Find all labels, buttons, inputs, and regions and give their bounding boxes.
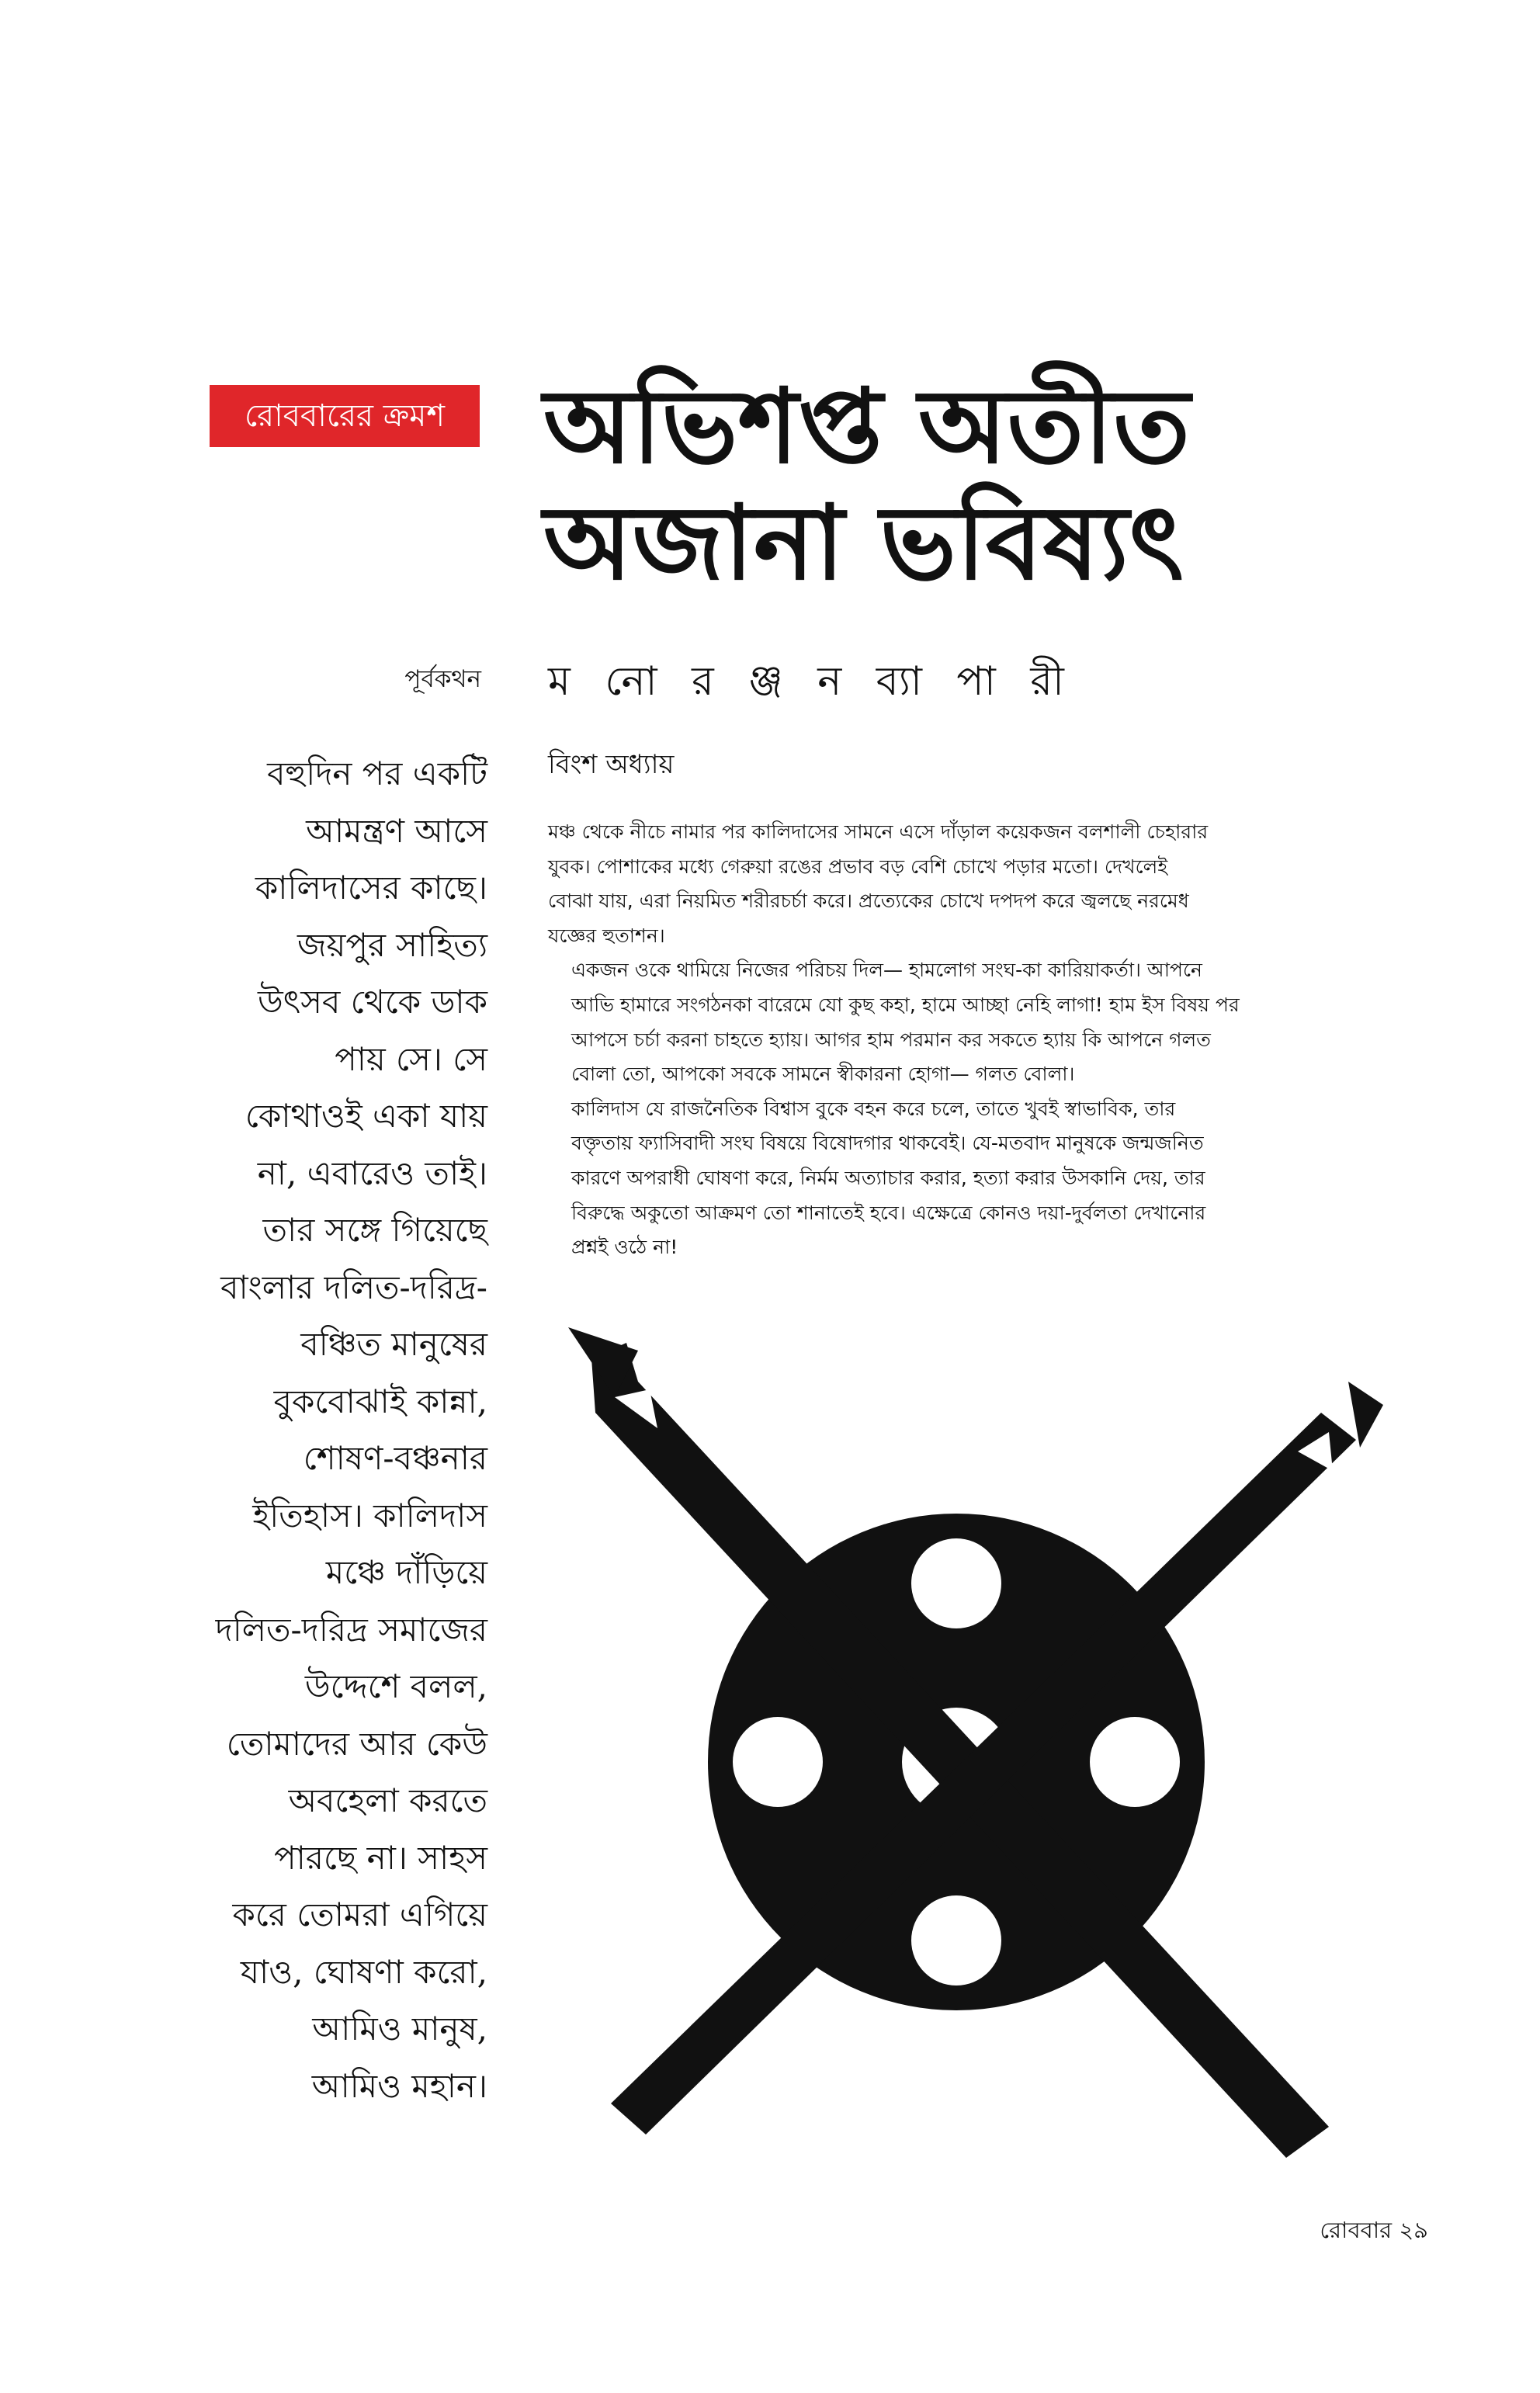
- body-line: আভি হামারে সংগঠনকা বারেমে যো কুছ কহা, হামে আচ্ছা নেহি লাগা! হাম ইস বিষয় পর: [571, 993, 1240, 1016]
- body-line: আপসে চর্চা করনা চাহতে হ্যায়। আগর হাম পরমান কর সকতে হ্যায় কি আপনে গলত: [571, 1028, 1211, 1051]
- pullquote-line: অবহেলা করতে: [288, 1781, 487, 1819]
- article-title: [543, 369, 1459, 602]
- pullquote-line: না, এবারেও তাই।: [257, 1153, 487, 1192]
- pullquote-line: করে তোমরা এগিয়ে: [232, 1895, 487, 1933]
- pullquote-line: উদ্দেশে বলল,: [304, 1667, 487, 1705]
- body-line: প্রশ্নই ওঠে না!: [571, 1236, 678, 1259]
- body-paragraph: [548, 953, 1410, 1091]
- pullquote-line: বুকবোঝাই কান্না,: [273, 1382, 487, 1420]
- pull-quote: [124, 745, 487, 2114]
- body-line: যজ্ঞের হুতাশন।: [548, 924, 665, 947]
- pullquote-line: যাও, ঘোষণা করো,: [240, 1952, 487, 1991]
- series-badge: রোববারের ক্রমশ: [210, 385, 480, 447]
- page-folio: রোববার ২৯: [1320, 2217, 1428, 2243]
- body-line: কালিদাস যে রাজনৈতিক বিশ্বাস বুকে বহন করে চলে, তাতে খুবই স্বাভাবিক, তার: [571, 1097, 1176, 1120]
- pullquote-line: উৎসব থেকে ডাক: [258, 983, 487, 1021]
- body-line: বিরুদ্ধে অকুতো আক্রমণ তো শানাতেই হবে। এক্ষেত্রে কোনও দয়া-দুর্বলতা দেখানোর: [571, 1201, 1206, 1224]
- title-line-2: অজানা ভবিষ্যৎ: [543, 484, 1184, 603]
- pullquote-line: পায় সে। সে: [335, 1039, 487, 1078]
- pullquote-line: কালিদাসের কাছে।: [255, 869, 487, 907]
- body-line: বোলা তো, আপকো সবকে সামনে স্বীকারনা হোগা— গলত বোলা।: [571, 1063, 1075, 1086]
- preface-label: পূর্বকথন: [404, 665, 481, 693]
- pullquote-line: বহুদিন পর একটি: [267, 754, 487, 792]
- pullquote-line: জয়পুর সাহিত্য: [297, 925, 487, 964]
- body-line: মঞ্চ থেকে নীচে নামার পর কালিদাসের সামনে এসে দাঁড়াল কয়েকজন বলশালী চেহারার: [548, 820, 1209, 843]
- body-paragraph: [548, 815, 1410, 953]
- body-line: বক্তৃতায় ফ্যাসিবাদী সংঘ বিষয়ে বিষোদগার থাকবেই। যে-মতবাদ মানুষকে জন্মজনিত: [571, 1132, 1204, 1155]
- pullquote-line: মঞ্চে দাঁড়িয়ে: [325, 1553, 487, 1591]
- pullquote-line: শোষণ-বঞ্চনার: [303, 1439, 487, 1477]
- pullquote-line: আমিও মানুষ,: [312, 2010, 487, 2048]
- pullquote-line: তোমাদের আর কেউ: [226, 1724, 487, 1763]
- pullquote-line: কোথাওই একা যায়: [245, 1097, 487, 1135]
- body-line: বোঝা যায়, এরা নিয়মিত শরীরচর্চা করে। প্রত্যেকের চোখে দপদপ করে জ্বলছে নরমেধ: [548, 890, 1189, 913]
- chapter-heading: বিংশ অধ্যায়: [548, 749, 675, 780]
- body-line: একজন ওকে থামিয়ে নিজের পরিচয় দিল— হামলোগ সংঘ-কা কারিয়াকর্তা। আপনে: [571, 959, 1202, 982]
- pullquote-line: দলিত-দরিদ্র সমাজের: [215, 1610, 487, 1649]
- title-line-1: অভিশপ্ত অতীত: [543, 367, 1191, 487]
- pullquote-line: ইতিহাস। কালিদাস: [252, 1496, 487, 1535]
- pullquote-line: আমন্ত্রণ আসে: [306, 811, 487, 850]
- pullquote-line: পারছে না। সাহস: [274, 1838, 487, 1877]
- article-body: [548, 815, 1410, 1265]
- author-byline: ম নো র ঞ্জ ন ব্যা পা রী: [548, 658, 1075, 705]
- film-reel-crossed-pens-illustration: [522, 1296, 1397, 2172]
- body-line: যুবক। পোশাকের মধ্যে গেরুয়া রঙের প্রভাব বড় বেশি চোখে পড়ার মতো। দেখলেই: [548, 855, 1168, 878]
- pullquote-line: বাংলার দলিত-দরিদ্র-: [220, 1268, 487, 1306]
- body-line: কারণে অপরাধী ঘোষণা করে, নির্মম অত্যাচার করার, হত্যা করার উসকানি দেয়, তার: [571, 1166, 1205, 1189]
- pullquote-line: তার সঙ্গে গিয়েছে: [262, 1211, 487, 1249]
- pullquote-line: আমিও মহান।: [311, 2066, 487, 2105]
- body-paragraph: [548, 1092, 1410, 1265]
- pullquote-line: বঞ্চিত মানুষের: [300, 1325, 487, 1363]
